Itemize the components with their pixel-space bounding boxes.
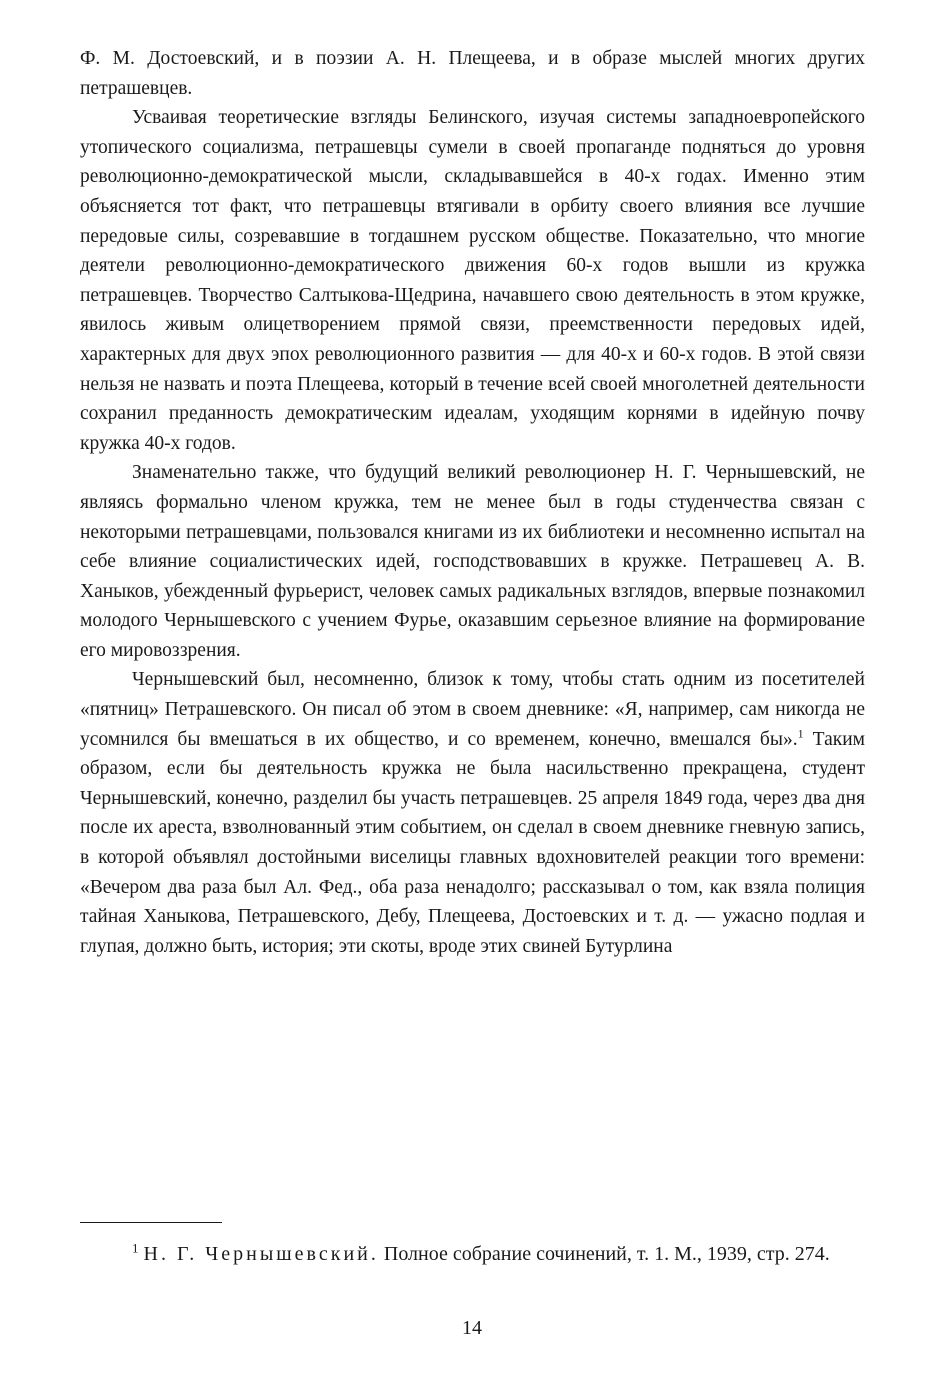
paragraph-4: [80, 665, 865, 961]
paragraph-4-text-before-note: Чернышевский был, несомненно, близок к тому, чтобы стать одним из посетителей «пятниц» Петрашевского. Он писал об этом в своем дневнике: «Я, например, сам никогда не усомнился бы вмешаться в их общество, и со временем, конечно, вмешался бы».: [80, 669, 865, 750]
footnote-reference: 1: [797, 726, 804, 741]
paragraph-1: Ф. М. Достоевский, и в поэзии А. Н. Плещеева, и в образе мыслей многих других петрашевцев.: [80, 48, 865, 99]
footnote-author: Н. Г. Чернышевский.: [143, 1243, 379, 1265]
paragraph-3: Знаменательно также, что будущий великий революционер Н. Г. Чернышевский, не являясь формально членом кружка, тем не менее был в годы студенчества связан с некоторыми петрашевцами, пользовался книгами из их библиотеки и несомненно испытал на себе влияние социалистических идей, господствовавших в кружке. Петрашевец А. В. Ханыков, убежденный фурьерист, человек самых радикальных взглядов, впервые познакомил молодого Чернышевского с учением Фурье, оказавшим серьезное влияние на формирование его мировоззрения.: [80, 462, 865, 661]
footnote-divider: [80, 1222, 222, 1223]
footnote: [80, 1240, 865, 1268]
page-body: [80, 44, 865, 961]
page-number: 14: [462, 1317, 482, 1339]
footnote-mark: 1: [132, 1240, 139, 1256]
paragraph-4-text-after-note: Таким образом, если бы деятельность кружка не была насильственно прекращена, студент Чернышевский, конечно, разделил бы участь петрашевцев. 25 апреля 1849 года, через два дня после их ареста, взволнованный этим событием, он сделал в своем дневнике гневную запись, в которой объявлял достойными виселицы главных вдохновителей реакции того времени: «Вечером два раза был Ал. Фед., оба раза ненадолго; рассказывал о том, как взяла полиция тайная Ханыкова, Петрашевского, Дебу, Плещеева, Достоевских и т. д. — ужасно подлая и глупая, должно быть, история; эти скоты, вроде этих свиней Бутурлина: [80, 728, 865, 957]
paragraph-2: Усваивая теоретические взгляды Белинского, изучая системы западноевропейского утопического социализма, петрашевцы сумели в своей пропаганде подняться до уровня революционно-демократической мысли, складывавшейся в 40-х годах. Именно этим объясняется тот факт, что петрашевцы втягивали в орбиту своего влияния все лучшие передовые силы, созревавшие в тогдашнем русском обществе. Показательно, что многие деятели революционно-демократического движения 60-х годов вышли из кружка петрашевцев. Творчество Салтыкова-Щедрина, начавшего свою деятельность в этом кружке, явилось живым олицетворением прямой связи, преемственности передовых идей, характерных для двух эпох революционного развития — для 40-х и 60-х годов. В этой связи нельзя не назвать и поэта Плещеева, который в течение всей своей многолетней деятельности сохранил преданность демократическим идеалам, уходящим корнями в идейную почву кружка 40-х годов.: [80, 107, 865, 454]
footnote-citation: Полное собрание сочинений, т. 1. М., 1939, стр. 274.: [378, 1243, 830, 1265]
